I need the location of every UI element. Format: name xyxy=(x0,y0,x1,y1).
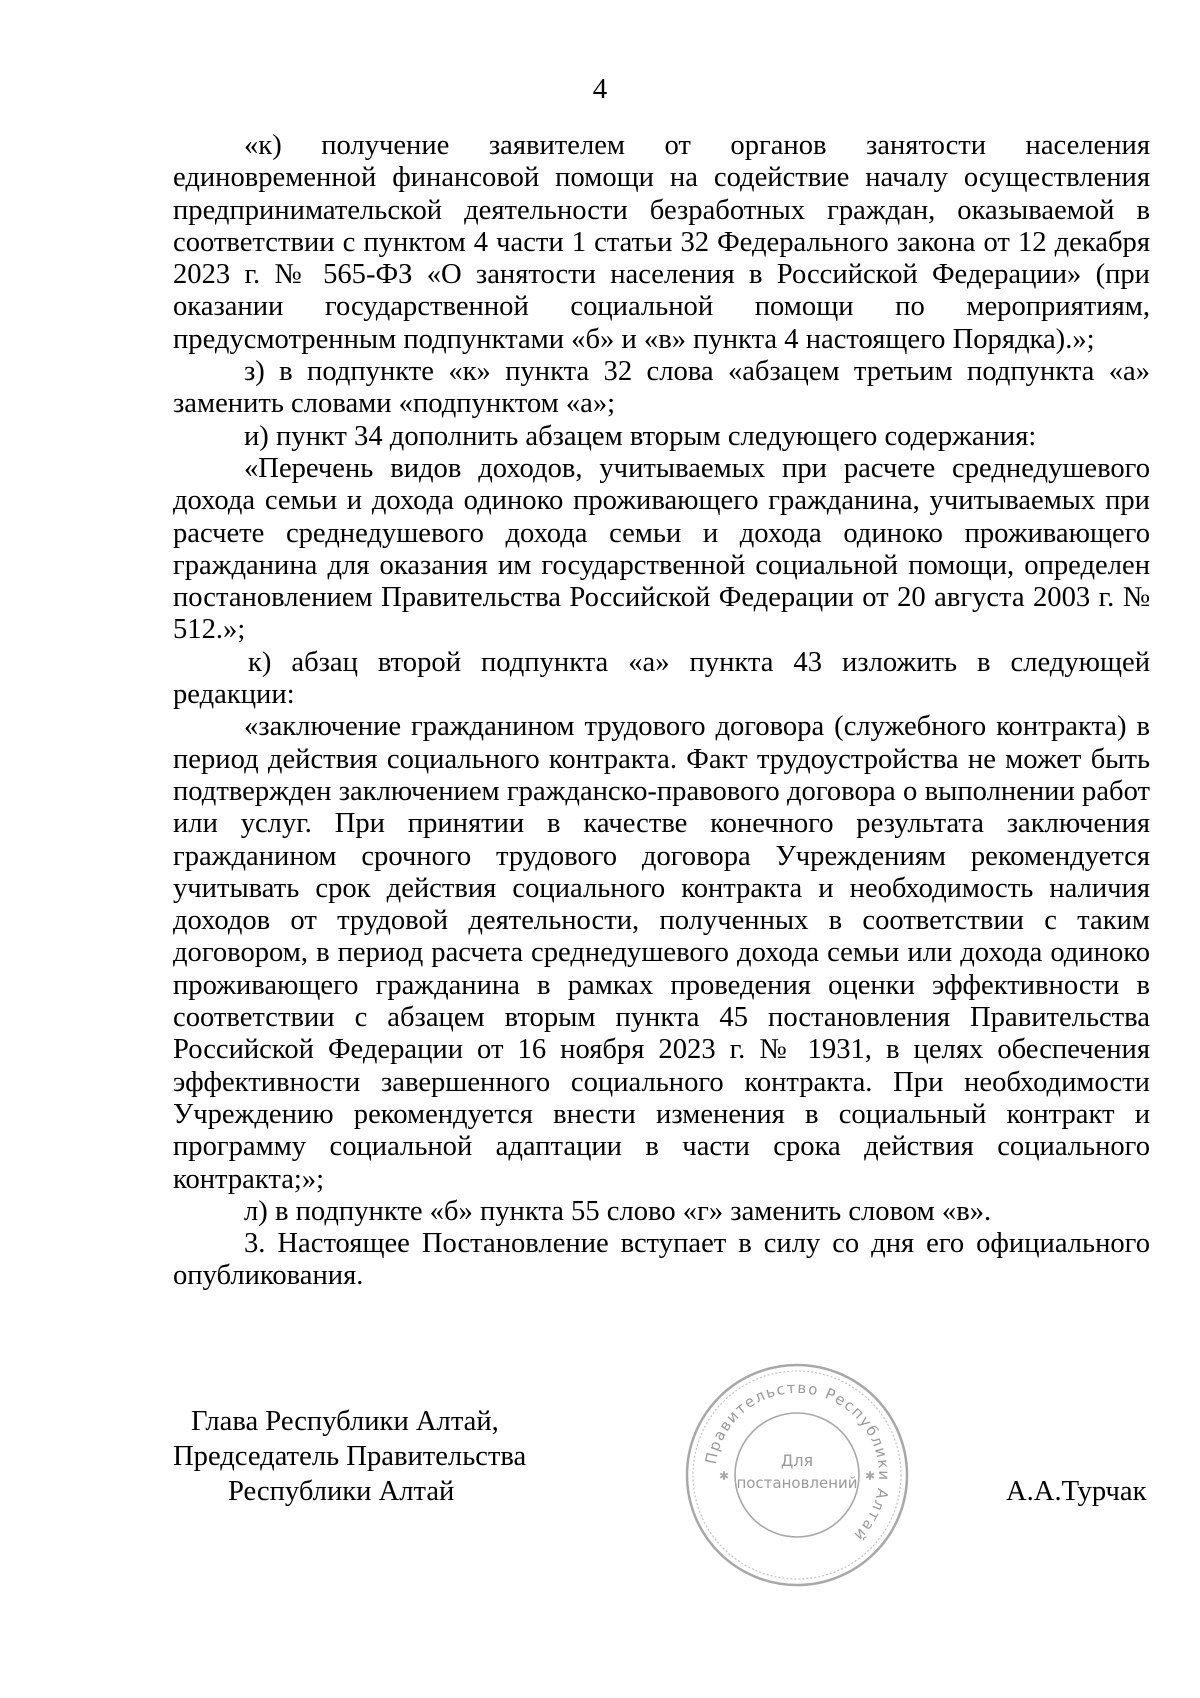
paragraph-k-amendment: к) абзац второй подпункта «а» пункта 43 изложить в следующей редакции: xyxy=(173,646,1150,711)
paragraph-effective-date: 3. Настоящее Постановление вступает в силу со дня его официального опубликования. xyxy=(173,1228,1150,1292)
seal-center-line: Для xyxy=(780,1451,814,1470)
paragraph-l-amendment: л) в подпункте «б» пункта 55 слово «г» заменить словом «в». xyxy=(244,1195,992,1227)
paragraph-income-list: «Перечень видов доходов, учитываемых при расчете среднедушевого дохода семьи и дохода одиноко проживающего гражданина, учитываемых при расчете среднедушевого дохода семьи и дохода одиноко проживающего гражданина для оказания им государственной социальной помощи, определен постановлением Правительства Российской Федерации от 20 августа 2003 г. № 512.»; xyxy=(173,452,1150,646)
paragraph-employment-contract: «заключение гражданином трудового договора (служебного контракта) в период действия социального контракта. Факт трудоустройства не может быть подтвержден заключением гражданско-правового договора о выполнении работ или услуг. При принятии в качестве конечного результата заключения гражданином срочного трудового договора Учреждениям рекомендуется учитывать срок действия социального контракта и необходимость наличия доходов от трудовой деятельности, полученных в соответствии с таким договором, в период расчета среднедушевого дохода семьи или дохода одиноко проживающего гражданина в рамках проведения оценки эффективности в соответствии с абзацем вторым пункта 45 постановления Правительства Российской Федерации от 16 ноября 2023 г. № 1931, в целях обеспечения эффективности завершенного социального контракта. При необходимости Учреждению рекомендуется внести изменения в социальный контракт и программу социальной адаптации в части срока действия социального контракта;»; xyxy=(173,711,1150,1195)
paragraph-k-clause: «к) получение заявителем от органов занятости населения единовременной финансовой помощи на содействие началу осуществления предпринимательской деятельности безработных граждан, оказываемой в соответствии с пунктом 4 части 1 статьи 32 Федерального закона от 12 декабря 2023 г. № 565-ФЗ «О занятости населения в Российской Федерации» (при оказании государственной социальной помощи по мероприятиям, предусмотренным подпунктами «б» и «в» пункта 4 настоящего Порядка).»; xyxy=(173,130,1150,355)
signer-position xyxy=(173,1404,553,1509)
paragraph-z-amendment: з) в подпункте «к» пункта 32 слова «абзацем третьим подпункта «а» заменить словами «подпунктом «а»; xyxy=(173,356,1150,420)
seal-center-line: постановлений xyxy=(736,1474,858,1492)
signer-position-line: Председатель Правительства xyxy=(173,1441,527,1472)
seal-star-icon: ✱ xyxy=(864,1469,876,1483)
seal-star-icon: ✱ xyxy=(718,1469,730,1483)
signer-position-line: Глава Республики Алтай, xyxy=(191,1406,499,1437)
signer-position-line: Республики Алтай xyxy=(228,1476,455,1507)
document-body xyxy=(173,130,1150,1293)
official-seal xyxy=(684,1362,910,1588)
page-number: 4 xyxy=(592,73,608,105)
seal-ring-text: Правительство Республики Алтай xyxy=(701,1378,894,1546)
paragraph-i-amendment: и) пункт 34 дополнить абзацем вторым следующего содержания: xyxy=(244,420,1037,452)
signer-name: А.А.Турчак xyxy=(1006,1476,1147,1507)
